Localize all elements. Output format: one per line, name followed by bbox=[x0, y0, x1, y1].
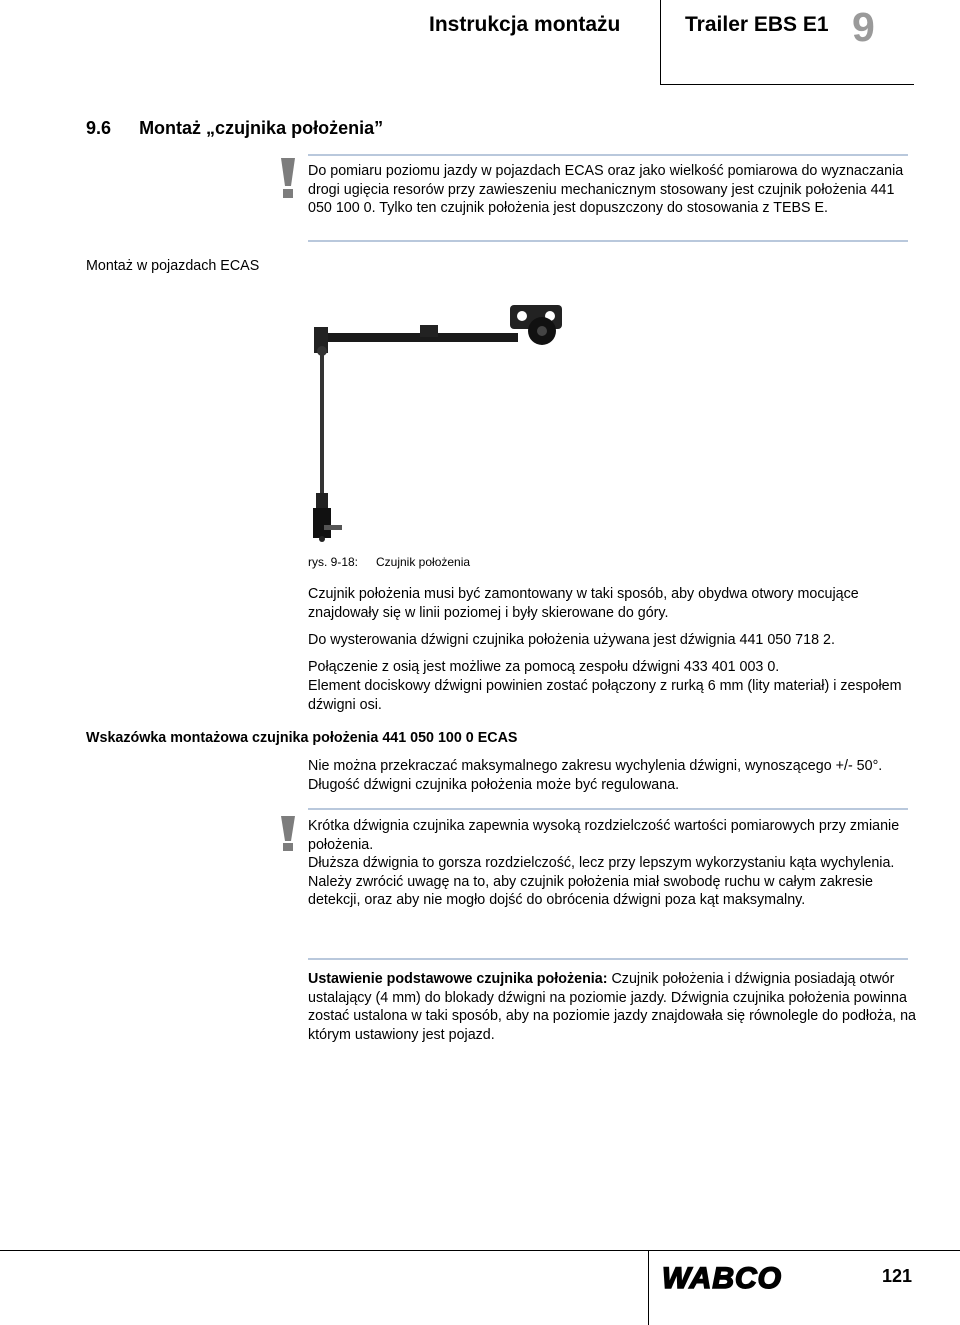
note2-text bbox=[308, 817, 908, 910]
manual-title: Instrukcja montażu bbox=[429, 13, 621, 36]
header-divider bbox=[660, 0, 661, 84]
position-sensor-figure bbox=[300, 295, 580, 555]
section-heading bbox=[86, 118, 383, 139]
paragraph-lever: Do wysterowania dźwigni czujnika położenia używana jest dźwignia 441 050 718 2. bbox=[308, 632, 835, 648]
paragraph-pressure-element: Element dociskowy dźwigni powinien zostać połączony z rurką 6 mm (lity materiał) i zespołem dźwigni osi. bbox=[308, 678, 902, 713]
header-rule bbox=[660, 84, 914, 85]
side-heading-hint: Wskazówka montażowa czujnika położenia 441 050 100 0 ECAS bbox=[86, 730, 518, 746]
note2-line: Krótka dźwignia czujnika zapewnia wysoką rozdzielczość wartości pomiarowych przy zmianie położenia. bbox=[308, 818, 900, 853]
note2-bottom-rule bbox=[308, 958, 908, 960]
footer-rule bbox=[0, 1250, 960, 1251]
note2-top-rule bbox=[308, 808, 908, 810]
hint-paragraph: Nie można przekraczać maksymalnego zakresu wychylenia dźwigni, wynoszącego +/- 50°. Długość dźwigni czujnika położenia może być regulowana. bbox=[308, 758, 883, 793]
basic-setting-lead: Ustawienie podstawowe czujnika położenia: bbox=[308, 971, 608, 987]
figure-label: rys. 9-18: bbox=[308, 555, 359, 569]
footer-divider bbox=[648, 1250, 649, 1325]
note1-bottom-rule bbox=[308, 240, 908, 242]
section-number: 9.6 bbox=[86, 118, 112, 138]
note2-line: Dłuższa dźwignia to gorsza rozdzielczość, lecz przy lepszym wykorzystaniu kąta wychylenia. bbox=[308, 855, 895, 872]
chapter-number: 9 bbox=[852, 4, 875, 50]
note2-line: Należy zwrócić uwagę na to, aby czujnik położenia miał swobodę ruchu w całym zakresie detekcji, oraz aby nie mogło dojść do obrócenia dźwigni poza kąt maksymalny. bbox=[308, 873, 873, 909]
exclamation-icon bbox=[272, 814, 304, 859]
figure-caption: Czujnik położenia bbox=[376, 555, 471, 569]
note1-text: Do pomiaru poziomu jazdy w pojazdach ECAS oraz jako wielkość pomiarowa do wyznaczania drogi ugięcia resorów przy zawieszeniu mechanicznym stosowany jest czujnik położenia 441 050 100 0. Tylko ten czujnik położenia jest dopuszczony do stosowania z TEBS E. bbox=[308, 163, 904, 217]
wabco-logo bbox=[660, 1258, 810, 1298]
wabco-logo-text: WABCO bbox=[662, 1262, 782, 1295]
basic-setting-text: Czujnik położenia i dźwignia posiadają otwór ustalający (4 mm) do blokady dźwigni na poziomie jazdy. Dźwignia czujnika położenia powinna zostać ustalona w taki sposób, aby na poziomie jazdy znajdowała się równolegle do podłoża, na którym ustawiony jest pojazd. bbox=[308, 971, 916, 1043]
paragraph-axle-connection: Połączenie z osią jest możliwe za pomocą zespołu dźwigni 433 401 003 0. bbox=[308, 659, 780, 675]
basic-setting-paragraph bbox=[308, 970, 928, 1044]
note1-top-rule bbox=[308, 154, 908, 156]
product-title: Trailer EBS E1 bbox=[685, 13, 829, 36]
paragraph-mounting: Czujnik położenia musi być zamontowany w taki sposób, aby obydwa otwory mocujące znajdowały się w linii poziomej i były skierowane do góry. bbox=[308, 586, 859, 621]
page-number: 121 bbox=[882, 1266, 913, 1286]
exclamation-icon bbox=[272, 156, 304, 205]
section-title: Montaż „czujnika położenia” bbox=[139, 118, 384, 138]
side-heading-ecas: Montaż w pojazdach ECAS bbox=[86, 258, 260, 274]
